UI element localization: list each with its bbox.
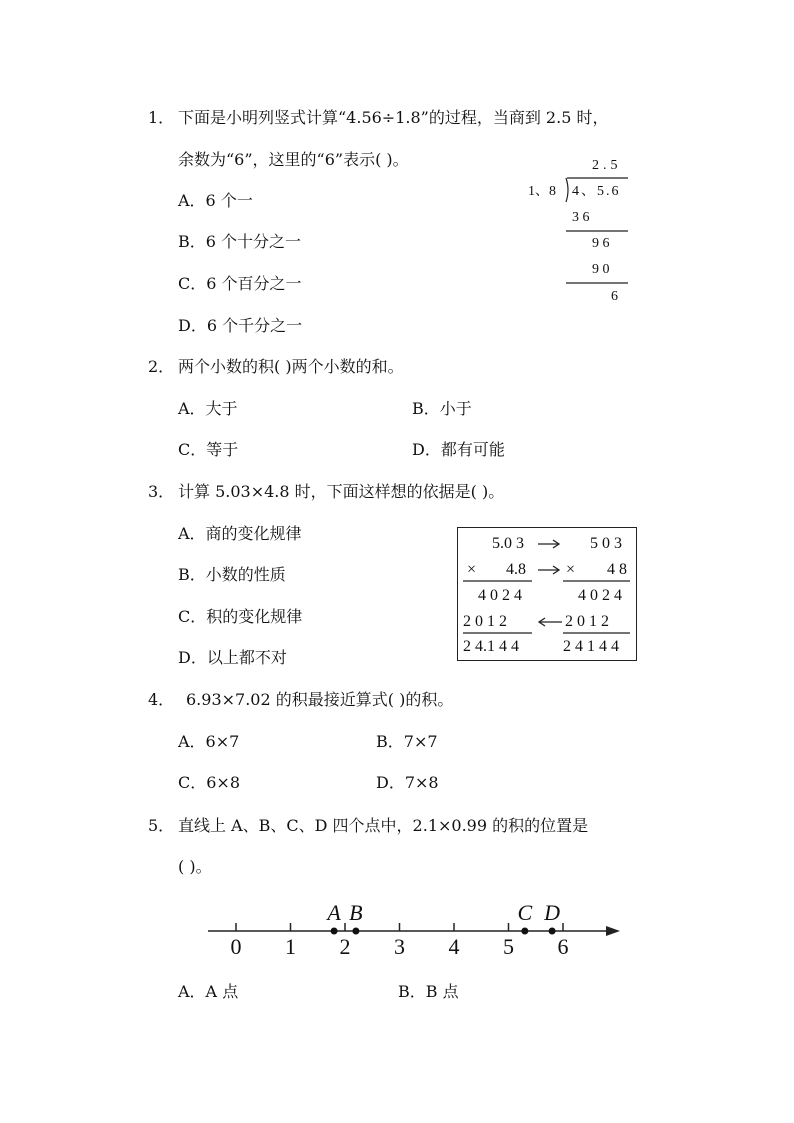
- axis-tick-label: 5: [503, 934, 514, 959]
- division-subtract-1: 3 6: [572, 210, 590, 225]
- q1-option-b[interactable]: B．6 个十分之一: [178, 232, 302, 251]
- point-label: D: [544, 900, 561, 925]
- q1-text-line2: 余数为“6”，这里的“6”表示( )。: [178, 150, 409, 169]
- box-right-1: 5 0 3: [590, 535, 622, 552]
- q4-number: 4．: [148, 690, 175, 709]
- division-quotient: 2.5: [592, 158, 622, 173]
- q3-option-c[interactable]: C．积的变化规律: [178, 607, 303, 626]
- q3-number: 3．: [148, 482, 175, 501]
- division-remainder-1: 9 6: [592, 236, 610, 251]
- box-right-5: 2 4 1 4 4: [563, 638, 619, 655]
- point-A: [331, 928, 338, 935]
- q2-option-b[interactable]: B．小于: [412, 399, 472, 418]
- axis-tick-label: 1: [285, 934, 296, 959]
- box-right-2: 4 8: [607, 561, 627, 578]
- axis-tick-label: 2: [339, 934, 351, 959]
- q5-option-a[interactable]: A．A 点: [178, 982, 239, 1001]
- division-divisor: 1、8: [528, 184, 556, 199]
- q3-option-a[interactable]: A．商的变化规律: [178, 524, 302, 543]
- box-right-2-times: ×: [566, 561, 576, 578]
- q3-text: 计算 5.03×4.8 时，下面这样想的依据是( )。: [178, 482, 505, 501]
- box-left-4: 2 0 1 2: [463, 613, 507, 630]
- box-left-2-times: ×: [467, 561, 477, 578]
- q2-option-a[interactable]: A．大于: [178, 399, 238, 418]
- q5-option-b[interactable]: B．B 点: [398, 982, 459, 1001]
- axis-tick-label: 4: [448, 934, 460, 959]
- box-right-4: 2 0 1 2: [565, 613, 609, 630]
- q2-number: 2．: [148, 357, 175, 376]
- q5-text: 直线上 A、B、C、D 四个点中，2.1×0.99 的积的位置是: [178, 816, 589, 835]
- point-C: [521, 928, 528, 935]
- q1-option-d[interactable]: D．6 个千分之一: [178, 316, 303, 335]
- q5-number: 5．: [148, 816, 175, 835]
- axis-arrow-icon: [606, 926, 620, 936]
- q4-option-b[interactable]: B．7×7: [376, 732, 438, 751]
- q2-option-d[interactable]: D．都有可能: [412, 440, 505, 459]
- q5-blank: ( )。: [178, 857, 212, 876]
- axis-tick-label: 3: [394, 934, 405, 959]
- point-D: [549, 928, 556, 935]
- q4-option-a[interactable]: A．6×7: [178, 732, 240, 751]
- q1-number: 1．: [148, 108, 175, 127]
- division-subtract-2: 9 0: [592, 262, 610, 277]
- box-left-1: 5.0 3: [492, 535, 524, 552]
- box-left-2: 4.8: [506, 561, 526, 578]
- point-label: A: [327, 900, 341, 925]
- axis-tick-label: 0: [230, 934, 242, 959]
- q4-option-c[interactable]: C．6×8: [178, 773, 241, 792]
- q1-text-line1: 下面是小明列竖式计算“4.56÷1.8”的过程，当商到 2.5 时，: [178, 108, 609, 127]
- q2-text: 两个小数的积( )两个小数的和。: [178, 357, 404, 376]
- q1-option-c[interactable]: C．6 个百分之一: [178, 274, 302, 293]
- q4-text: 6.93×7.02 的积最接近算式( )的积。: [186, 690, 454, 709]
- axis-tick-label: 6: [557, 934, 569, 959]
- box-left-3: 4 0 2 4: [478, 587, 522, 604]
- point-label: B: [349, 900, 363, 925]
- division-dividend: 4、5.6: [572, 184, 621, 199]
- q3-option-b[interactable]: B．小数的性质: [178, 565, 286, 584]
- point-label: C: [517, 900, 533, 925]
- q1-option-a[interactable]: A．6 个一: [178, 191, 253, 210]
- q2-option-c[interactable]: C．等于: [178, 440, 239, 459]
- division-remainder-2: 6: [611, 289, 618, 304]
- q3-option-d[interactable]: D．以上都不对: [178, 648, 287, 667]
- box-right-3: 4 0 2 4: [578, 587, 622, 604]
- point-B: [352, 928, 359, 935]
- q4-option-d[interactable]: D．7×8: [376, 773, 439, 792]
- box-left-5: 2 4.1 4 4: [463, 638, 519, 655]
